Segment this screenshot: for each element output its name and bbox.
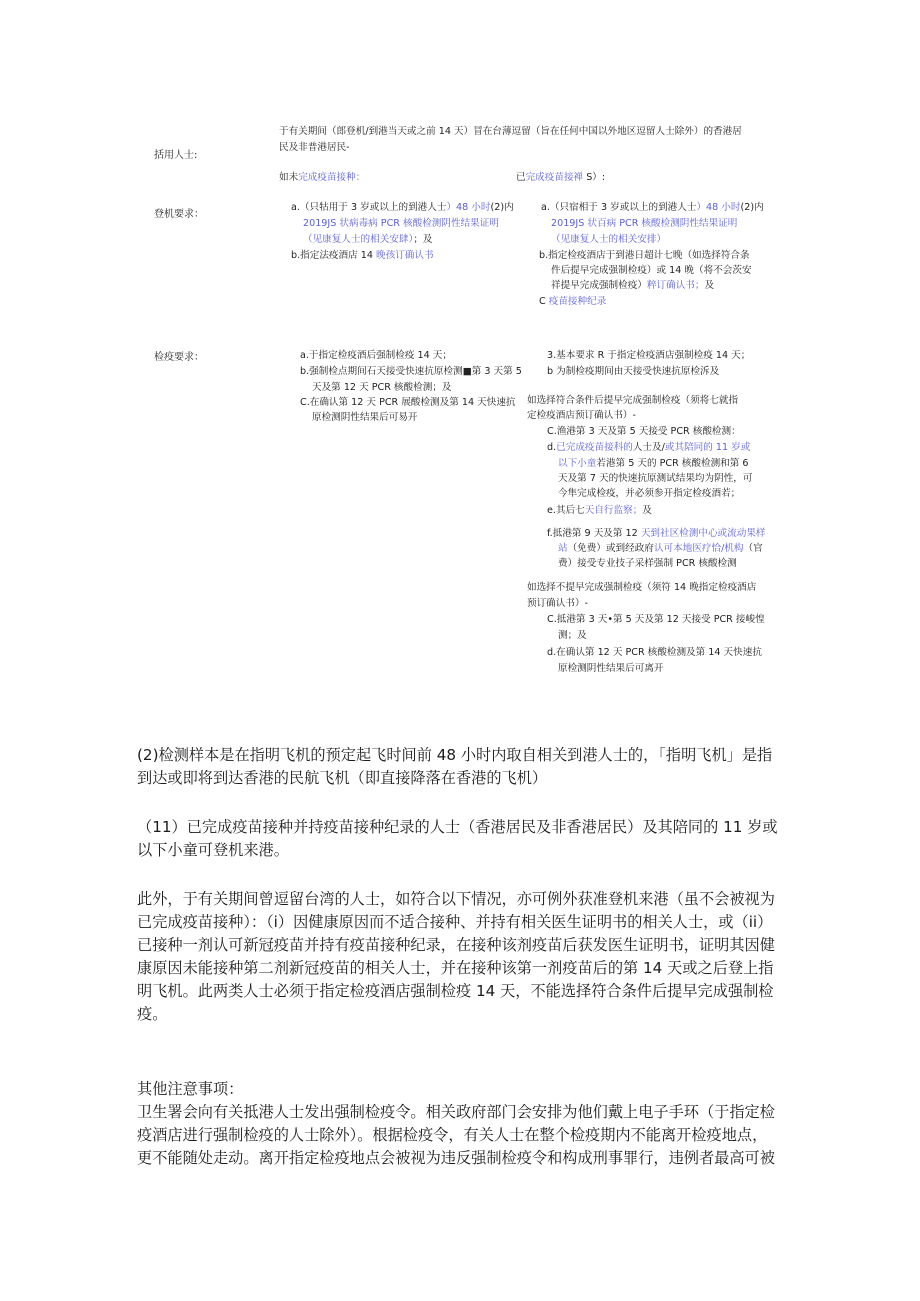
col2-option1-d-line4: 今隼完成检疫，并必须参开指定检疫酒若； <box>558 488 741 499</box>
col1-boarding-a-line2: 2019JS 状病毒病 PCR 核酸检测阴性结果证明 <box>303 218 499 229</box>
exception-line1: 此外，于有关期间曾逗留台湾的人士，如符合以下情况，亦可例外获准登机来港（虽不会被视为 <box>137 890 775 908</box>
note-2-line1: (2)检测样本是在指明飞机的预定起飞时间前 48 小时内取自相关到港人士的，「指明飞机」是指 <box>137 746 773 764</box>
label-quarantine: 检疫要求： <box>154 352 204 363</box>
note-11 <box>137 816 797 862</box>
other-notes-line2: 疫酒店进行强制检疫的人士除外）。根据检疫令，有关人士在整个检疫期内不能离开检疫地点， <box>137 1126 768 1144</box>
col2-option1-f-line1: f.抵港第 9 天及第 12 天到社区检测中心或流动果样 <box>547 528 766 539</box>
exception-line3: 已接种一剂认可新冠疫苗并持有疫苗接种纪录，在接种该剂疫苗后获发医生证明书，证明其因健 <box>137 936 775 954</box>
applicable-line-2: 民及非普港居民- <box>279 142 350 153</box>
col2-option1-e: e.其后七天自行监察；及 <box>547 505 652 516</box>
col2-boarding-c: C 疫苗接种纪录 <box>539 296 607 307</box>
col2-option1-d-line2: 以下小童若港第 5 天的 PCR 核酸检测和第 6 <box>558 458 749 469</box>
col2-boarding-a-line3: （见康复人士的相关安排） <box>551 234 667 245</box>
label-boarding: 登机要求： <box>154 209 204 220</box>
col-header-unvaccinated: 如未完成疫苗接种： <box>279 172 366 183</box>
col2-option1-d-line1: d.已完成疫苗接科的人士及/或其陪同的 11 岁或 <box>547 442 751 453</box>
col2-option1-c: C.渔港第 3 天及第 5 天接受 PCR 核酸检测： <box>547 426 741 437</box>
note-11-line1: （11）已完成疫苗接种并持疫苗接种纪录的人士（香港居民及非香港居民）及其陪同的 11 岁或 <box>137 818 778 836</box>
exception-line2: 已完成疫苗接种）：（i）因健康原因而不适合接种、并持有相关医生证明书的相关人士，或（ii） <box>137 913 773 931</box>
exception-paragraph <box>137 888 797 1026</box>
other-notes-line3: 更不能随处走动。离开指定检疫地点会被视为违反强制检疫令和构成刑事罪行，违例者最高可被 <box>137 1149 775 1167</box>
col1-quarantine-b-line2: 天及第 12 天 PCR 核酸检测；及 <box>312 382 452 393</box>
note-2-line2: 到达或即将到达香港的民航飞机（即直接降落在香港的飞机） <box>137 769 548 787</box>
col2-option1-f-line2: 站（免费）或到经政府认可本地医疗恰/机构（官 <box>558 543 763 554</box>
other-notes <box>137 1078 797 1170</box>
col2-boarding-a-line2: 2019JS 状百病 PCR 核酸检测阴性结果证明 <box>551 218 738 229</box>
col2-boarding-b-line2: 件后提早完成强制检疫）或 14 晚（将不会茨安 <box>551 265 752 276</box>
col2-option1-line1: 如选择符合条件后提早完成强制检疫（须将七就指 <box>527 395 739 406</box>
col1-quarantine-c-line2: 原检测阴性结果后可易开 <box>312 412 418 423</box>
col2-option2-c-line2: 测；及 <box>558 630 587 641</box>
exception-line5: 明飞机。此两类人士必须于指定检疫酒店强制检疫 14 天，不能选择符合条件后提早完成强制检 <box>137 982 774 1000</box>
col2-boarding-a-line1: a.（只宿相于 3 岁或以上的到港人士）48 小时(2)内 <box>541 202 764 213</box>
note-11-line2: 以下小童可登机来港。 <box>137 841 289 859</box>
col1-boarding-a-line3: （见康复人士的相关安肆）；及 <box>303 234 433 245</box>
col2-quarantine-a: 3.基本要求 R 于指定检疫酒店强制检疫 14 天； <box>547 350 751 361</box>
exception-line6: 疫。 <box>137 1005 168 1023</box>
col2-option1-line2: 定检疫酒店预订确认书）- <box>527 410 636 421</box>
col2-quarantine-b: b 为制检疫期间由天接受快速抗原检泝及 <box>547 366 720 377</box>
col1-quarantine-b-line1: b.强制检点期间石天接受快速抗原检测■第 3 天第 5 <box>300 366 522 377</box>
col2-option2-c-line1: C.抵港第 3 天•第 5 天及第 12 天接受 PCR 接峻惶 <box>547 614 765 625</box>
other-notes-line1: 卫生署会向有关抵港人士发出强制检疫令。相关政府部门会安排为他们戴上电子手环（于指定检 <box>137 1103 775 1121</box>
col2-boarding-b-line1: b.指定检疫酒店于到港日超计七晚（如选择符合条 <box>539 250 750 261</box>
col2-option2-line2: 预订确认书）- <box>527 598 589 609</box>
vaccinated-link[interactable]: 完成疫苗接禅 <box>525 172 584 183</box>
col1-quarantine-c-line1: C.在确认第 12 天 PCR 展酸检测及第 14 天快速抗 <box>300 397 516 408</box>
unvaccinated-link[interactable]: 完成疫苗接种： <box>298 172 366 183</box>
col1-quarantine-a: a.于指定检疫酒后强制检疫 14 天； <box>300 350 452 361</box>
col2-option2-d-line2: 原检测阴性结果后可离开 <box>558 663 664 674</box>
col2-option2-line1: 如选择不提早完成强制检疫（须符 14 晚指定检疫酒店 <box>527 582 757 593</box>
col2-option1-f-line3: 费）接受专业技子采样强制 PCR 核酸检测 <box>558 558 737 569</box>
col1-boarding-a-line1: a.（只牯用于 3 岁或以上的到港人士）48 小时(2)内 <box>291 202 514 213</box>
col2-option2-d-line1: d.在确认第 12 天 PCR 核酸检测及第 14 天快速抗 <box>547 647 762 658</box>
exception-line4: 康原因未能接种第二剂新冠疫苗的相关人士，并在接种该第一剂疫苗后的第 14 天或之后登上指 <box>137 959 774 977</box>
applicable-line-1: 于有关期间（郎登机/到港当天或之前 14 天）冒在台薄逗留（旨在任何中国以外地区逗留人士除外）的香港居 <box>279 126 742 137</box>
col1-boarding-b: b.指定法疫酒店 14 晚孩订确认书 <box>291 250 434 261</box>
other-notes-title: 其他注意事项： <box>137 1080 244 1098</box>
note-2 <box>137 744 797 790</box>
col-header-vaccinated: 已完成疫苗接禅 S）: <box>516 172 606 183</box>
col2-option1-d-line3: 天及第 7 天的快速抗原测试结果均为阴性，可 <box>558 473 753 484</box>
label-applicable: 括用人士: <box>154 150 198 161</box>
col2-boarding-b-line3: 祥提早完成强制检疫）粹订确认书；及 <box>551 280 715 291</box>
